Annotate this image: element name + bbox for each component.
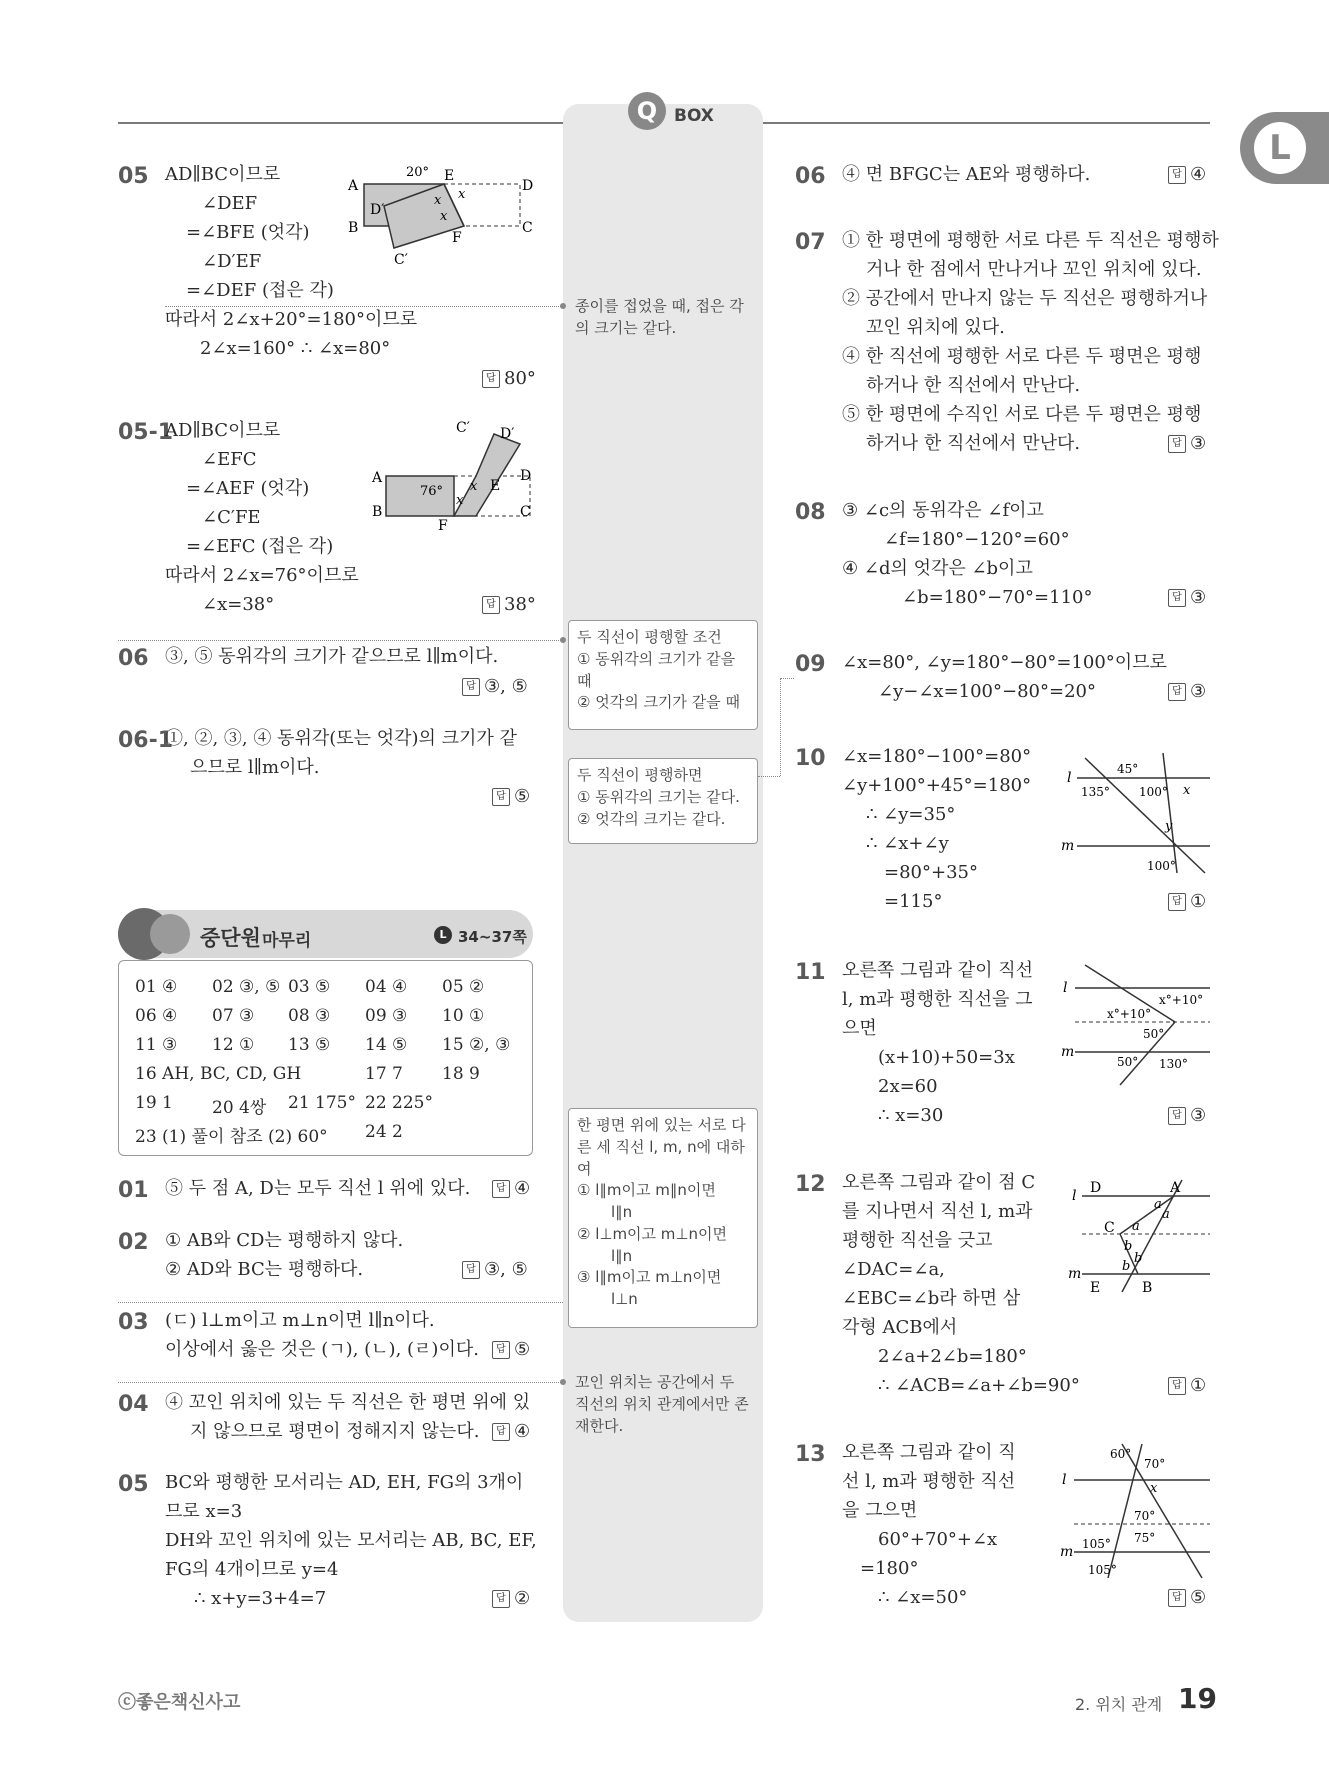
solution-line: 각형 ACB에서 bbox=[842, 1317, 958, 1338]
svg-text:E: E bbox=[1090, 1280, 1101, 1296]
solution-line: ∠EBC=∠b라 하면 삼 bbox=[842, 1288, 1021, 1309]
solution-line: ③ ∠c의 동위각은 ∠f이고 bbox=[842, 500, 1044, 521]
solution-line: ① AB와 CD는 평행하지 않다. bbox=[165, 1230, 404, 1251]
sidebar-note-box bbox=[568, 758, 758, 844]
solution-line: ∴ ∠x+∠y bbox=[866, 833, 949, 854]
review-answer-item: 15 ②, ③ bbox=[442, 1035, 511, 1055]
review-answer-item: 09 ③ bbox=[365, 1006, 408, 1026]
solution-line: ∠f=180°−120°=60° bbox=[884, 529, 1070, 550]
review-title: 중단원 bbox=[200, 926, 261, 950]
note-title: 한 평면 위에 있는 서로 다른 세 직선 l, m, n에 대하여 bbox=[577, 1116, 746, 1178]
svg-text:20°: 20° bbox=[406, 165, 430, 180]
solution-line: ② AD와 BC는 평행하다. bbox=[165, 1259, 364, 1280]
solution-line: 오른쪽 그림과 같이 직 bbox=[842, 1442, 1016, 1463]
solution-line: =∠AEF (엇각) bbox=[186, 478, 310, 499]
svg-text:135°: 135° bbox=[1081, 785, 1110, 799]
solution-line: =∠EFC (접은 각) bbox=[186, 536, 334, 557]
note-item: l⊥n bbox=[611, 1290, 638, 1308]
answer: 답 ② bbox=[492, 1588, 530, 1609]
solution-line: ∴ x+y=3+4=7 bbox=[194, 1588, 327, 1609]
solution-line: ∠C′FE bbox=[202, 507, 261, 528]
answer: 답 ③ bbox=[1168, 587, 1206, 608]
problem-number: 10 bbox=[795, 746, 826, 771]
fold-figure-05-1 bbox=[360, 418, 540, 538]
problem-number: 07 bbox=[795, 230, 826, 255]
solution-line: l, m과 평행한 직선을 그 bbox=[842, 989, 1033, 1010]
review-answer-item: 14 ⑤ bbox=[365, 1035, 408, 1055]
note-item: ① 동위각의 크기가 같을 때 bbox=[577, 649, 736, 690]
solution-line: ∠D′EF bbox=[202, 251, 262, 272]
answer: 답 ④ bbox=[492, 1178, 530, 1199]
top-rule-left bbox=[118, 122, 570, 124]
svg-text:76°: 76° bbox=[420, 484, 444, 499]
review-badge: L bbox=[434, 926, 452, 944]
svg-text:B: B bbox=[348, 220, 359, 236]
svg-text:A: A bbox=[1170, 1180, 1181, 1196]
publisher-logo: ⓒ좋은책신사고 bbox=[118, 1692, 241, 1713]
solution-line: ∴ ∠x=50° bbox=[878, 1587, 968, 1608]
svg-text:45°: 45° bbox=[1117, 762, 1139, 776]
svg-text:C′: C′ bbox=[456, 420, 470, 436]
solution-line: ∠y−∠x=100°−80°=20° bbox=[878, 681, 1096, 702]
svg-text:105°: 105° bbox=[1082, 1537, 1111, 1551]
answer: 답 ⑤ bbox=[492, 786, 530, 807]
review-answer-item: 17 7 bbox=[365, 1064, 403, 1084]
fold-figure-05 bbox=[340, 160, 540, 270]
review-answer-item: 07 ③ bbox=[212, 1006, 255, 1026]
solution-line: 꼬인 위치에 있다. bbox=[866, 317, 1005, 338]
answer: 답 ③, ⑤ bbox=[462, 676, 528, 697]
solution-line: ∠DAC=∠a, bbox=[842, 1259, 945, 1280]
problem-number: 04 bbox=[118, 1392, 149, 1417]
connector bbox=[118, 640, 563, 641]
solution-line: ∴ ∠ACB=∠a+∠b=90° bbox=[878, 1375, 1080, 1396]
svg-text:D′: D′ bbox=[500, 426, 515, 442]
svg-text:F: F bbox=[438, 518, 448, 534]
solution-line: 오른쪽 그림과 같이 직선 bbox=[842, 960, 1034, 981]
solution-line: ∠x=38° bbox=[202, 594, 275, 615]
svg-text:l: l bbox=[1072, 1188, 1077, 1204]
answer: 답 ① bbox=[1168, 891, 1206, 912]
review-answer-item: 03 ⑤ bbox=[288, 977, 331, 997]
solution-line: 하거나 한 직선에서 만난다. bbox=[866, 375, 1081, 396]
solution-line: ⑤ 한 평면에 수직인 서로 다른 두 평면은 평행 bbox=[842, 404, 1202, 425]
svg-text:x: x bbox=[1150, 1481, 1158, 1496]
problem-number: 05-1 bbox=[118, 420, 174, 445]
solution-line: ① 한 평면에 평행한 서로 다른 두 직선은 평행하 bbox=[842, 230, 1219, 251]
solution-line: 지 않으므로 평면이 정해지지 않는다. bbox=[190, 1421, 480, 1442]
review-answer-item: 19 1 bbox=[135, 1093, 173, 1113]
review-answer-item: 02 ③, ⑤ bbox=[212, 977, 281, 997]
solution-line: 므로 x=3 bbox=[165, 1501, 243, 1522]
solution-line: 따라서 2∠x+20°=180°이므로 bbox=[165, 309, 418, 330]
svg-text:D: D bbox=[522, 178, 534, 194]
solution-line: 이상에서 옳은 것은 (ㄱ), (ㄴ), (ㄹ)이다. bbox=[165, 1339, 479, 1360]
note-item: ③ l∥m이고 m⊥n이면 bbox=[577, 1268, 722, 1287]
solution-line: 2∠a+2∠b=180° bbox=[878, 1346, 1027, 1367]
solution-line: DH와 꼬인 위치에 있는 모서리는 AB, BC, EF, bbox=[165, 1530, 537, 1551]
answer: 답 ④ bbox=[492, 1421, 530, 1442]
solution-line: FG의 4개이므로 y=4 bbox=[165, 1559, 339, 1580]
svg-text:105°: 105° bbox=[1088, 1563, 1117, 1577]
solution-line: 오른쪽 그림과 같이 점 C bbox=[842, 1172, 1036, 1193]
q-box-icon: Q bbox=[628, 92, 666, 130]
svg-text:m: m bbox=[1060, 1544, 1074, 1560]
review-subtitle: 마무리 bbox=[262, 931, 312, 951]
svg-text:E: E bbox=[444, 168, 455, 184]
svg-text:a: a bbox=[1132, 1219, 1140, 1234]
parallel-lines-figure-13 bbox=[1052, 1440, 1212, 1580]
solution-line: ∠x=80°, ∠y=180°−80°=100°이므로 bbox=[842, 652, 1167, 673]
answer: 답 38° bbox=[482, 594, 536, 615]
svg-text:B: B bbox=[1142, 1280, 1153, 1296]
svg-text:x: x bbox=[1183, 783, 1191, 798]
solution-line: ④ ∠d의 엇각은 ∠b이고 bbox=[842, 558, 1033, 579]
solution-line: =80°+35° bbox=[884, 862, 978, 883]
problem-number: 12 bbox=[795, 1172, 826, 1197]
note-item: l∥n bbox=[611, 1203, 633, 1221]
svg-text:100°: 100° bbox=[1147, 859, 1176, 873]
answer: 답 ⑤ bbox=[1168, 1587, 1206, 1608]
svg-text:m: m bbox=[1068, 1266, 1082, 1282]
answer: 답 ① bbox=[1168, 1375, 1206, 1396]
review-pages: 34~37쪽 bbox=[458, 928, 527, 946]
svg-text:b: b bbox=[1124, 1239, 1133, 1254]
solution-line: ② 공간에서 만나지 않는 두 직선은 평행하거나 bbox=[842, 288, 1208, 309]
solution-line: =∠DEF (접은 각) bbox=[186, 280, 334, 301]
svg-text:D′: D′ bbox=[370, 202, 385, 218]
problem-number: 03 bbox=[118, 1310, 149, 1335]
svg-text:50°: 50° bbox=[1143, 1027, 1165, 1041]
solution-line: ∠y+100°+45°=180° bbox=[842, 775, 1032, 796]
solution-line: BC와 평행한 모서리는 AD, EH, FG의 3개이 bbox=[165, 1472, 524, 1493]
solution-line: ∴ ∠y=35° bbox=[866, 804, 956, 825]
svg-text:100°: 100° bbox=[1139, 785, 1168, 799]
svg-text:130°: 130° bbox=[1159, 1057, 1188, 1071]
solution-line: 선 l, m과 평행한 직선 bbox=[842, 1471, 1016, 1492]
solution-line: ∠x=180°−100°=80° bbox=[842, 746, 1032, 767]
note-title: 두 직선이 평행할 조건 bbox=[577, 628, 722, 646]
parallel-lines-figure-11 bbox=[1055, 960, 1215, 1090]
solution-line: 2x=60 bbox=[878, 1076, 938, 1097]
solution-line: 으므로 l∥m이다. bbox=[190, 757, 320, 778]
solution-line: 을 그으면 bbox=[842, 1500, 918, 1521]
svg-text:m: m bbox=[1061, 838, 1075, 854]
solution-line: 따라서 2∠x=76°이므로 bbox=[165, 565, 359, 586]
note-item: ② 엇각의 크기는 같다. bbox=[577, 809, 726, 828]
problem-number: 09 bbox=[795, 652, 826, 677]
answer: 답 ④ bbox=[1168, 164, 1206, 185]
svg-text:E: E bbox=[490, 478, 501, 494]
sidebar-note: 종이를 접었을 때, 접은 각의 크기는 같다. bbox=[575, 297, 744, 337]
svg-text:A: A bbox=[372, 470, 383, 486]
review-answer-item: 24 2 bbox=[365, 1122, 403, 1142]
problem-number: 13 bbox=[795, 1442, 826, 1467]
svg-text:a: a bbox=[1162, 1207, 1170, 1222]
review-answer-item: 04 ④ bbox=[365, 977, 408, 997]
answer: 답 ⑤ bbox=[492, 1339, 530, 1360]
answer: 답 ③ bbox=[1168, 681, 1206, 702]
svg-text:x°+10°: x°+10° bbox=[1107, 1007, 1152, 1021]
solution-line: 2∠x=160° ∴ ∠x=80° bbox=[200, 338, 391, 359]
review-answer-item: 01 ④ bbox=[135, 977, 178, 997]
solution-line: 를 지나면서 직선 l, m과 bbox=[842, 1201, 1033, 1222]
review-answer-item: 10 ① bbox=[442, 1006, 485, 1026]
note-item: ② l⊥m이고 m⊥n이면 bbox=[577, 1224, 727, 1243]
solution-line: AD∥BC이므로 bbox=[165, 164, 281, 185]
svg-text:x°+10°: x°+10° bbox=[1159, 993, 1204, 1007]
note-marker bbox=[560, 637, 566, 643]
problem-number: 02 bbox=[118, 1230, 149, 1255]
connector bbox=[118, 1302, 563, 1303]
review-answer-item: 16 AH, BC, CD, GH bbox=[135, 1064, 302, 1084]
page-number: 19 bbox=[1178, 1682, 1217, 1715]
svg-text:a: a bbox=[1154, 1197, 1162, 1212]
solution-line: 평행한 직선을 긋고 bbox=[842, 1230, 993, 1251]
review-answer-item: 05 ② bbox=[442, 977, 485, 997]
svg-text:60°: 60° bbox=[1110, 1447, 1132, 1461]
answer: 답 ③, ⑤ bbox=[462, 1259, 528, 1280]
svg-text:y: y bbox=[1165, 819, 1173, 834]
svg-text:C: C bbox=[1104, 1220, 1115, 1236]
solution-line: =115° bbox=[884, 891, 943, 912]
review-answer-item: 12 ① bbox=[212, 1035, 255, 1055]
solution-line: =∠BFE (엇각) bbox=[186, 222, 310, 243]
problem-number: 06-1 bbox=[118, 728, 174, 753]
review-answer-item: 18 9 bbox=[442, 1064, 480, 1084]
review-answer-item: 11 ③ bbox=[135, 1035, 178, 1055]
connector bbox=[165, 306, 563, 307]
svg-text:b: b bbox=[1122, 1259, 1131, 1274]
solution-line: ④ 면 BFGC는 AE와 평행하다. bbox=[842, 164, 1091, 185]
solution-line: ④ 한 직선에 평행한 서로 다른 두 평면은 평행 bbox=[842, 346, 1202, 367]
note-marker bbox=[560, 303, 566, 309]
problem-number: 05 bbox=[118, 1472, 149, 1497]
note-item: ① 동위각의 크기는 같다. bbox=[577, 787, 740, 806]
review-answer-item: 13 ⑤ bbox=[288, 1035, 331, 1055]
svg-text:A: A bbox=[348, 178, 359, 194]
svg-text:B: B bbox=[372, 504, 383, 520]
answer: 답 80° bbox=[482, 368, 536, 389]
svg-text:C: C bbox=[522, 220, 533, 236]
solution-line: =180° bbox=[860, 1558, 919, 1579]
sidebar-note-box bbox=[568, 1108, 758, 1328]
svg-text:C′: C′ bbox=[394, 252, 408, 268]
solution-line: 60°+70°+∠x bbox=[878, 1529, 998, 1550]
review-answer-item: 08 ③ bbox=[288, 1006, 331, 1026]
connector bbox=[780, 678, 781, 776]
svg-text:x: x bbox=[440, 209, 448, 224]
answer: 답 ③ bbox=[1168, 1105, 1206, 1126]
parallel-lines-figure-12 bbox=[1062, 1170, 1212, 1300]
q-box-label: BOX bbox=[674, 106, 714, 126]
svg-text:x: x bbox=[434, 193, 442, 208]
svg-text:l: l bbox=[1067, 770, 1072, 786]
solution-line: ∠EFC bbox=[202, 449, 257, 470]
solution-line: ⑤ 두 점 A, D는 모두 직선 l 위에 있다. bbox=[165, 1178, 471, 1199]
svg-text:70°: 70° bbox=[1144, 1457, 1166, 1471]
sidebar-note-box bbox=[568, 620, 758, 730]
solution-line: 하거나 한 직선에서 만난다. bbox=[866, 433, 1081, 454]
svg-text:50°: 50° bbox=[1117, 1055, 1139, 1069]
problem-number: 06 bbox=[795, 164, 826, 189]
solution-line: ∠DEF bbox=[202, 193, 258, 214]
solution-line: AD∥BC이므로 bbox=[165, 420, 281, 441]
svg-text:m: m bbox=[1061, 1044, 1075, 1060]
svg-text:C: C bbox=[520, 504, 531, 520]
problem-number: 06 bbox=[118, 646, 149, 671]
review-banner-circle bbox=[150, 914, 190, 954]
solution-line: ④ 꼬인 위치에 있는 두 직선은 한 평면 위에 있 bbox=[165, 1392, 531, 1413]
connector bbox=[780, 678, 794, 679]
note-marker bbox=[560, 1379, 566, 1385]
svg-text:75°: 75° bbox=[1134, 1531, 1156, 1545]
review-answer-item: 23 (1) 풀이 참조 (2) 60° bbox=[135, 1127, 328, 1147]
review-answer-item: 22 225° bbox=[365, 1093, 433, 1113]
problem-number: 11 bbox=[795, 960, 826, 985]
solution-line: 으면 bbox=[842, 1018, 877, 1039]
svg-text:l: l bbox=[1062, 1472, 1067, 1488]
svg-text:D: D bbox=[1090, 1180, 1102, 1196]
note-title: 두 직선이 평행하면 bbox=[577, 766, 703, 784]
top-rule-right bbox=[762, 122, 1210, 124]
review-answer-item: 21 175° bbox=[288, 1093, 356, 1113]
svg-text:F: F bbox=[452, 230, 462, 246]
problem-number: 01 bbox=[118, 1178, 149, 1203]
note-item: l∥n bbox=[611, 1246, 633, 1265]
solution-line: ∠b=180°−70°=110° bbox=[902, 587, 1093, 608]
note-item: ① l∥m이고 m∥n이면 bbox=[577, 1181, 716, 1200]
connector bbox=[118, 1382, 563, 1383]
sidebar-note: 꼬인 위치는 공간에서 두 직선의 위치 관계에서만 존재한다. bbox=[575, 1373, 749, 1435]
problem-number: 05 bbox=[118, 164, 149, 189]
review-answer-item: 20 4쌍 bbox=[212, 1098, 267, 1118]
solution-line: 거나 한 점에서 만나거나 꼬인 위치에 있다. bbox=[866, 259, 1202, 280]
solution-line: ③, ⑤ 동위각의 크기가 같으므로 l∥m이다. bbox=[165, 646, 499, 667]
solution-line: (x+10)+50=3x bbox=[878, 1047, 1015, 1068]
svg-text:D: D bbox=[520, 468, 532, 484]
chapter-label: 2. 위치 관계 bbox=[1075, 1695, 1163, 1714]
solution-line: (ㄷ) l⊥m이고 m⊥n이면 l∥n이다. bbox=[165, 1310, 435, 1331]
solution-line: ∴ x=30 bbox=[878, 1105, 944, 1126]
svg-text:x: x bbox=[470, 479, 478, 494]
chapter-tab-icon: L bbox=[1254, 122, 1306, 174]
answer: 답 ③ bbox=[1168, 433, 1206, 454]
svg-text:70°: 70° bbox=[1134, 1509, 1156, 1523]
parallel-lines-figure-10 bbox=[1055, 748, 1215, 878]
svg-text:b: b bbox=[1134, 1251, 1143, 1266]
problem-number: 08 bbox=[795, 500, 826, 525]
svg-text:x: x bbox=[456, 493, 464, 508]
note-item: ② 엇각의 크기가 같을 때 bbox=[577, 693, 740, 712]
svg-text:l: l bbox=[1063, 980, 1068, 996]
solution-line: ①, ②, ③, ④ 동위각(또는 엇각)의 크기가 같 bbox=[165, 728, 517, 749]
review-answer-item: 06 ④ bbox=[135, 1006, 178, 1026]
svg-text:x: x bbox=[458, 187, 466, 202]
connector bbox=[758, 776, 780, 777]
